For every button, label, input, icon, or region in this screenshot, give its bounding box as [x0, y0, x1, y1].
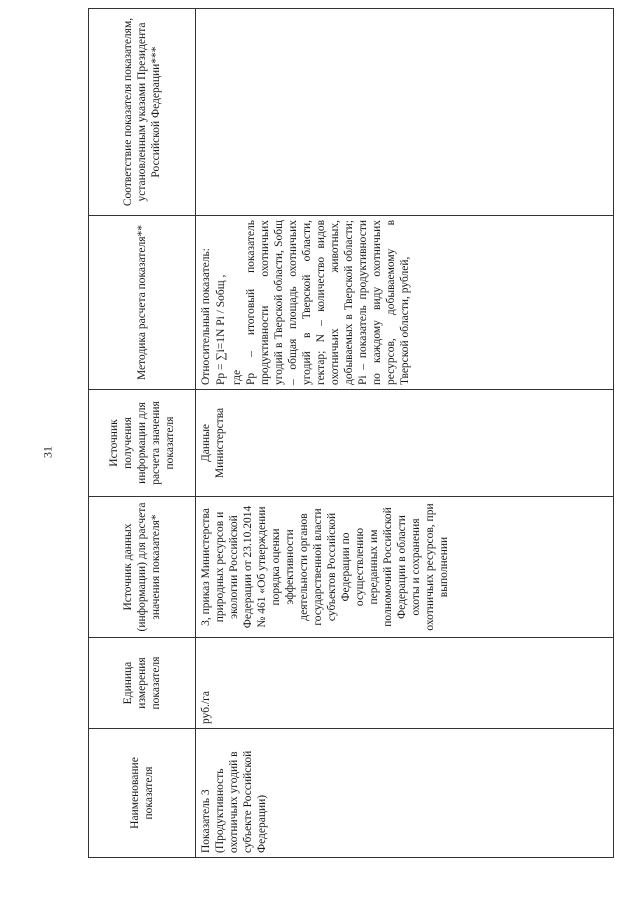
page-number: 31	[40, 446, 55, 458]
header-unit: Единица измерения показателя	[89, 638, 196, 729]
rotated-table-wrapper	[88, 17, 606, 858]
cell-info-source: Данные Министерства	[196, 390, 614, 497]
header-method: Методика расчета показателя**	[89, 216, 196, 390]
indicator-table	[88, 8, 614, 858]
cell-data-source: 3, приказ Министерства природных ресурсов и экологии Российской Федерации от 23.10.2014 № 461 «Об утверждении порядка оценки эффективности деятельности органов государственной власти субъектов Российской Федерации по осуществлению переданных им полномочий Российской Федерации в области охоты и сохранения охотничьих ресурсов, при выполнении	[196, 497, 614, 638]
table-row	[196, 9, 614, 858]
cell-compliance	[196, 9, 614, 216]
cell-indicator-name: Показатель 3 (Продуктивность охотничьих угодий в субъекте Российской Федерации)	[196, 729, 614, 858]
header-data-source: Источник данных (информации) для расчета значения показателя*	[89, 497, 196, 638]
header-compliance: Соответствие показателя показателям, установленным указами Президента Российской Федерации***	[89, 9, 196, 216]
method-where: где	[231, 369, 244, 385]
cell-unit: руб./га	[196, 638, 614, 729]
cell-method	[196, 216, 614, 390]
method-body: Pр – итоговый показатель продуктивности охотничьих угодий в Тверской области, Sобщ – общая площадь охотничьих угодий в Тверской области, гектар; N – количество видов охотничьих животных, добываемых в Тверской области; Pi – показатель продуктивности по каждому виду охотничьих ресурсов, добываемому в Тверской области, рублей,	[245, 220, 412, 385]
header-indicator-name: Наименование показателя	[89, 729, 196, 858]
table-header-row	[89, 9, 196, 858]
method-intro: Относительный показатель:	[200, 248, 212, 385]
header-info-source: Источник получения информации для расчета значения показателя	[89, 390, 196, 497]
method-formula: Pр = ∑i=1N Pi / Sобщ ,	[215, 274, 228, 385]
